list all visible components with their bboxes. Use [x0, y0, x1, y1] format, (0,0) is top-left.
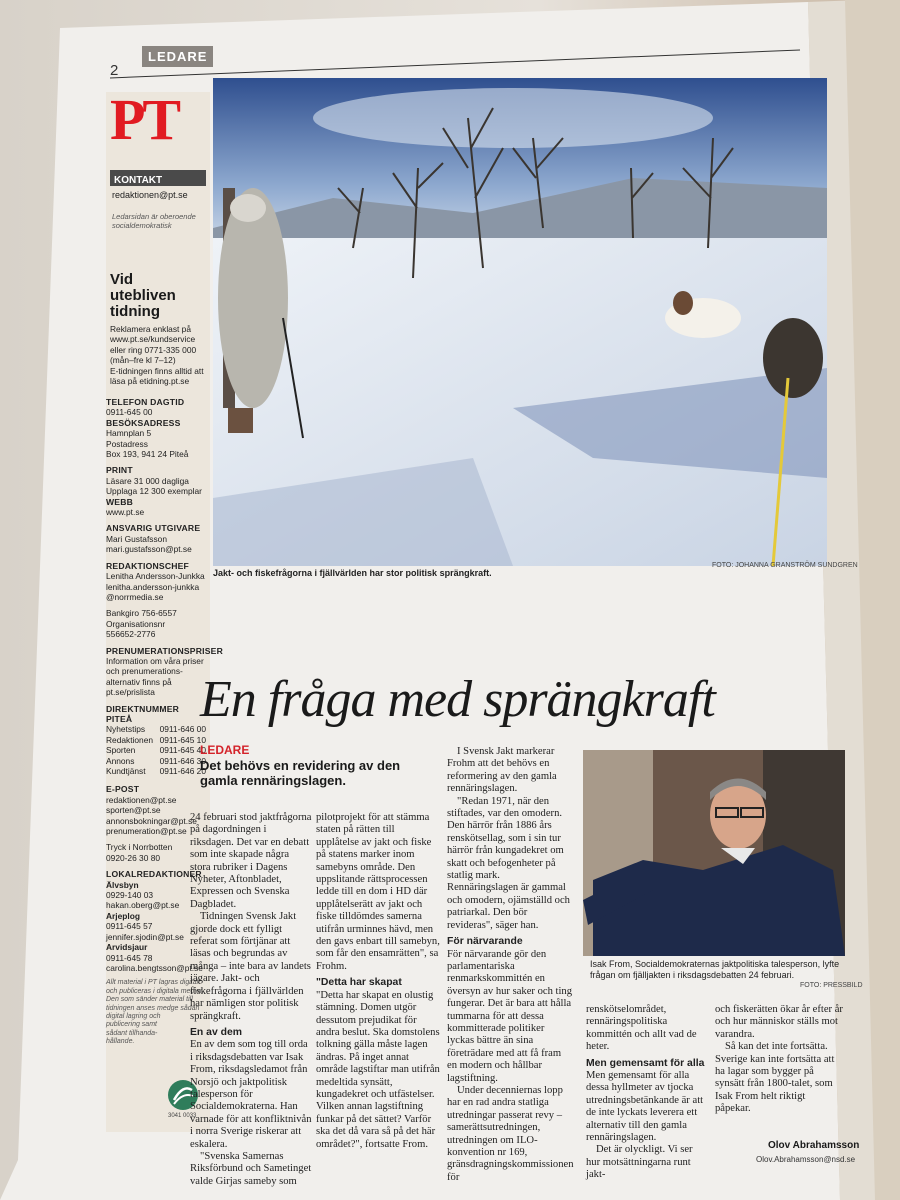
- paragraph-lead: Men gemensamt för alla: [586, 1057, 705, 1069]
- redchef-title: REDAKTIONSCHEF: [106, 560, 190, 571]
- bank-line: Bankgiro 756-6557: [106, 608, 177, 619]
- paragraph: Under decenniernas lopp har en rad andra statliga utredningar passerat revy – samerättsutredningen, utredningen om ILO-konvention nr 169, gränsdragningskommissionen för: [447, 1084, 574, 1183]
- lokal-phone: 0911-645 78: [106, 952, 153, 963]
- paragraph-with-lead: [447, 936, 573, 948]
- pren-line: alternativ finns på: [106, 676, 172, 687]
- page-number: 2: [110, 62, 119, 79]
- notice-line: Reklamera enklast på: [110, 324, 191, 334]
- paragraph-lead: En av dem: [190, 1026, 242, 1038]
- lokal-email[interactable]: jennifer.sjodin@pt.se: [106, 931, 184, 942]
- portrait-photo: [583, 750, 845, 956]
- paragraph: Så kan det inte fortsätta. Sverige kan inte fortsätta att ha lagar som bygger på synsätt från 1800-talet, som Isak From helt riktigt påpekar.: [715, 1041, 835, 1115]
- print-line: Läsare 31 000 dagliga: [106, 475, 189, 486]
- lokal-place: Arjeplog: [106, 910, 140, 921]
- direkt-value: 0911-646 30: [159, 755, 206, 766]
- pren-title: PRENUMERATIONSPRISER: [106, 645, 224, 656]
- ansvarig-title: ANSVARIG UTGIVARE: [106, 523, 201, 534]
- pren-line: och prenumerations-: [106, 666, 183, 677]
- direkt-label: Annons: [106, 755, 135, 766]
- paragraph-with-lead: [316, 977, 440, 989]
- paragraph: I Svensk Jakt markerar Frohm att det behövs en reformering av den gamla rennäringslagen.: [447, 746, 557, 795]
- portrait-credit: FOTO: PRESSBILD: [800, 982, 863, 989]
- footer-line: Allt material i PT lagras digitalt: [106, 979, 201, 987]
- direkt-value: 0911-645 40: [159, 745, 206, 756]
- pren-line[interactable]: pt.se/prislista: [106, 687, 155, 698]
- bank-line: 556652-2776: [106, 629, 156, 640]
- direkt-label: Sporten: [106, 745, 136, 756]
- notice-line: eller ring 0771-335 000: [110, 344, 197, 355]
- kontakt-email[interactable]: redaktionen@pt.se: [112, 190, 188, 200]
- visit-line: Hamnplan 5: [106, 428, 152, 439]
- ansvarig-line: Mari Gustafsson: [106, 533, 167, 544]
- article-column-2: [316, 812, 440, 1151]
- bank-line: Organisationsnr: [106, 618, 166, 629]
- lokal-place: Älvsbyn: [106, 879, 139, 890]
- kontakt-label: KONTAKT: [114, 175, 163, 186]
- lokal-title: LOKALREDAKTIONER: [106, 869, 202, 880]
- direkt-row: [106, 766, 206, 776]
- paragraph: renskötselområdet, rennäringspolitiska kommittén och allt vad de heter.: [586, 1004, 697, 1053]
- print-title: PRINT: [106, 465, 133, 476]
- direkt-label: Kundtjänst: [106, 766, 146, 776]
- lokal-phone: 0929-140 03: [106, 890, 154, 901]
- paragraph: Det är olyckligt. Vi ser hur motsättningarna runt jakt-: [586, 1144, 693, 1181]
- lokal-phone: 0911-645 57: [106, 921, 153, 932]
- lokal-place: Arvidsjaur: [106, 942, 148, 953]
- paragraph: 24 februari stod jaktfrågorna på dagordningen i riksdagen. Det var en debatt som inte skapade några stora rubriker i Dagens Nyheter, Aftonbladet, Expressen och Svenska Dagbladet.: [190, 812, 312, 910]
- footer-line: hållande.: [106, 1038, 135, 1046]
- paragraph: "Detta har skapat en olustig stämning. Domen utgör dessutom prejudikat för andra beslut. Ska domstolens tolkning gälla måste lagen ändras. På inget annat område lagstiftar man utifrån medeltida synsätt, kungadekret och utfästelser. Vilken annan lagstiftning funkar på det sättet? Varför ska det då vara så på det här området?", fortsatte From.: [316, 989, 440, 1150]
- paragraph: En av dem som tog till orda i riksdagsdebatten var Isak From, riksdagsledamot från Norsjö och jaktpolitisk talesperson för Socialdemokraterna. Han varnade för att konfliktnivån i norra Sverige riskerar att eskalera.: [190, 1039, 312, 1150]
- footer-line: och publiceras i digitala medier.: [106, 987, 204, 995]
- notice-line: E-tidningen finns alltid att: [110, 365, 204, 376]
- subhead: Det behövs en revidering av den gamla rennäringslagen.: [200, 758, 401, 788]
- paragraph-lead: "Detta har skapat: [316, 977, 402, 989]
- byline-email[interactable]: Olov.Abrahamsson@nsd.se: [756, 1155, 856, 1164]
- phone-title: TELEFON DAGTID: [106, 397, 185, 407]
- notice-lines: [110, 324, 210, 386]
- paragraph: Men gemensamt för alla dessa hyllmeter av tjocka utredningsbetänkande är att de inte lyckats leverera ett alternativ till den gamla rennäringslagen.: [586, 1070, 704, 1144]
- footer-line: sådant tillhanda-: [106, 1029, 158, 1037]
- footer-line: publicering samt: [106, 1021, 157, 1029]
- visit-title: BESÖKSADRESS: [106, 417, 181, 428]
- direkt-row: [106, 735, 206, 745]
- footer-line: Den som sänder material till: [106, 996, 193, 1004]
- article-column-3: [447, 746, 573, 1184]
- byline-name: Olov Abrahamsson: [768, 1140, 860, 1151]
- article-column-4: [586, 1004, 708, 1182]
- paragraph: Tidningen Svensk Jakt gjorde dock ett fylligt referat som förtjänar att läsas och begrundas av många – inte bara av landets jägare. Jakt- och fiskefrågorna i fjällvärlden har nämligen stor politisk sprängkraft.: [190, 911, 311, 1022]
- epost-line[interactable]: annonsbokningar@pt.se: [106, 815, 197, 826]
- epost-title: E-POST: [106, 784, 140, 795]
- paragraph-with-lead: [586, 1058, 708, 1070]
- tryck-line: Tryck i Norrbotten: [106, 842, 173, 853]
- paragraph: För närvarande gör den parlamentariska renmarkskommittén en översyn av hur saker och ting fungerar. Det är bara att hålla tummarna för att dessa kommitterade politiker lyckas bättre än sina företrädare med att få fram en modern och hållbar lagstiftning.: [447, 948, 573, 1084]
- visit-line: Box 193, 941 24 Piteå: [106, 449, 189, 460]
- paragraph: pilotprojekt för att stämma staten på rätten till upplåtelse av jakt och fiske på statens marker inom samebyns område. Den uppslitande rättsprocessen ledde till en dom i HD där upplåtelserätt av jakt och fiske tilldömdes samerna utifrån urminnes hävd, men den gavs enbart till samebyn, som får den ensamrätten", sa Frohm.: [316, 812, 440, 972]
- direkt-title: DIREKTNUMMER PITEÅ: [106, 703, 180, 724]
- paragraph: "Svenska Samernas Riksförbund och Sametinget valde Girjas sameby som: [190, 1150, 312, 1187]
- tryck-line: 0920-26 30 80: [106, 852, 161, 863]
- ansvarig-line[interactable]: mari.gustafsson@pt.se: [106, 544, 192, 555]
- notice-line[interactable]: läsa på etidning.pt.se: [110, 376, 190, 387]
- redchef-line[interactable]: lenitha.andersson-junkka: [106, 581, 200, 592]
- photo-caption: Jakt- och fiskefrågorna i fjällvärlden har stor politisk sprängkraft.: [213, 568, 492, 578]
- masthead-tagline: Ledarsidan är oberoende socialdemokratisk: [112, 212, 196, 230]
- epost-line[interactable]: redaktionen@pt.se: [106, 794, 177, 805]
- footer-line: tidningen anses medge sådan: [106, 1004, 200, 1012]
- paragraph: och fiskerätten ökar år efter år och hur människor ställs mot varandra.: [715, 1004, 843, 1040]
- direkt-label: Redaktionen: [106, 734, 154, 745]
- direkt-row: [106, 745, 206, 755]
- print-line: Upplaga 12 300 exemplar: [106, 486, 202, 497]
- photo-credit: FOTO: JOHANNA GRANSTRÖM SUNDGREN: [712, 562, 858, 569]
- lokal-email[interactable]: carolina.bengtsson@pt.se: [106, 962, 203, 973]
- article-column-5: [715, 1004, 843, 1116]
- redchef-line: Lenitha Andersson-Junkka: [106, 571, 205, 582]
- footer-line: digital lagring och: [106, 1012, 161, 1020]
- web-title: WEBB: [106, 496, 134, 507]
- notice-line[interactable]: www.pt.se/kundservice: [110, 334, 196, 345]
- kontakt-bar: [110, 170, 206, 186]
- ecolabel-code: 3041 0033: [168, 1113, 197, 1119]
- direkt-row: [106, 756, 206, 766]
- epost-line[interactable]: prenumeration@pt.se: [106, 826, 187, 837]
- delivery-notice: [110, 272, 210, 386]
- pren-line: Information om våra priser: [106, 655, 204, 666]
- direkt-label: Nyhetstips: [106, 724, 146, 735]
- direkt-value: 0911-646 00: [159, 724, 206, 735]
- main-photo: [213, 78, 827, 566]
- phone-value: 0911-645 00: [106, 407, 153, 418]
- epost-line[interactable]: sporten@pt.se: [106, 805, 161, 816]
- direkt-value: 0911-645 10: [159, 734, 206, 745]
- paragraph-with-lead: [190, 1027, 312, 1039]
- portrait-caption: Isak From, Socialdemokraternas jaktpolitiska talesperson, lyfte frågan om fjälljakten i riksdagsdebatten 24 februari.: [590, 959, 840, 980]
- notice-title: Vid utebliven tidning: [110, 271, 176, 320]
- visit-line: Postadress: [106, 438, 148, 449]
- sidebar-footer: [106, 979, 204, 1046]
- redchef-line[interactable]: @norrmedia.se: [106, 591, 164, 602]
- kicker: LEDARE: [200, 743, 250, 757]
- web-value[interactable]: www.pt.se: [106, 507, 145, 518]
- logo: PT: [110, 87, 179, 152]
- article-column-1: [190, 812, 312, 1188]
- direkt-row: [106, 724, 206, 734]
- paragraph-lead: För närvarande: [447, 936, 523, 948]
- direkt-value: 0911-646 20: [159, 766, 206, 776]
- lokal-email[interactable]: hakan.oberg@pt.se: [106, 900, 180, 911]
- notice-line: (mån–fre kl 7–12): [110, 355, 176, 366]
- paragraph: "Redan 1971, när den stiftades, var den omodern. Den härrör från 1886 års renskötsellag, som i sin tur härrör från kungadekret om skatt och befogenheter på statlig mark. Rennäringslagen är gammal och omodern, ojämställd och patriarkal. Den bör revideras", säger han.: [447, 795, 570, 931]
- section-label: LEDARE: [142, 46, 213, 67]
- headline: En fråga med sprängkraft: [200, 671, 715, 728]
